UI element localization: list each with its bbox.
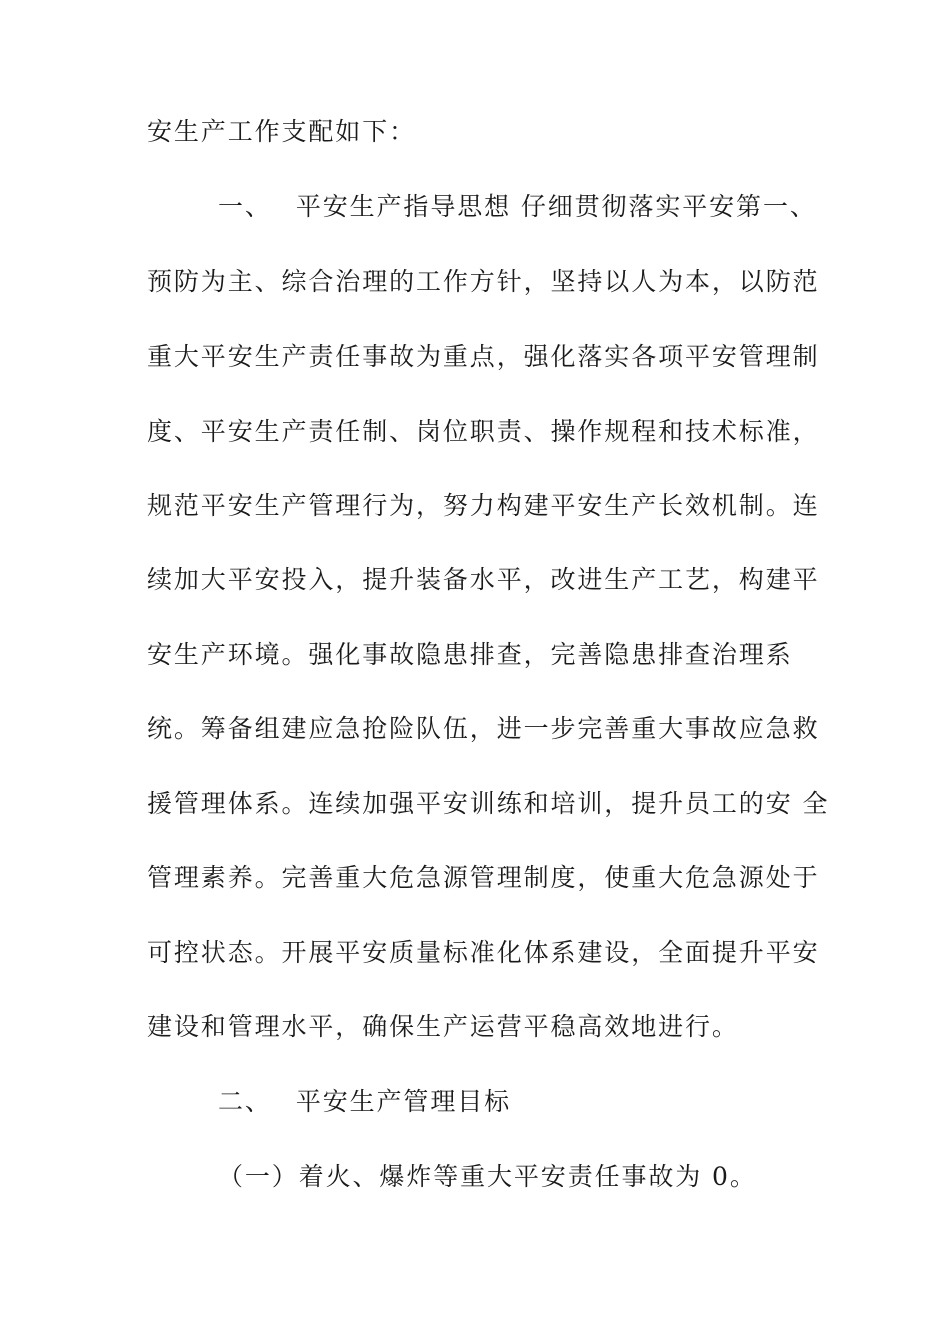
text-line: 统。筹备组建应急抢险队伍，进一步完善重大事故应急救 [147,714,820,743]
section-number: 二、 [218,1087,272,1116]
section-heading-2 [218,1086,511,1118]
text-line: 可控状态。开展平安质量标准化体系建设，全面提升平安 [147,938,820,967]
text-line: 重大平安生产责任事故为重点，强化落实各项平安管理制 [147,342,820,371]
section-number: 一、 [218,192,272,221]
text-line: 安生产工作支配如下： [147,117,417,146]
text-line: 安生产环境。强化事故隐患排查，完善隐患排查治理系 [147,640,793,669]
section-heading-text: 平安生产管理目标 [295,1087,512,1116]
text-line: 建设和管理水平，确保生产运营平稳高效地进行。 [147,1012,739,1041]
text-line: 援管理体系。连续加强平安训练和培训，提升员工的安 全 [147,789,830,818]
list-item-1: （一）着火、爆炸等重大平安责任事故为 0。 [218,1162,757,1191]
section-heading-1 [218,191,817,223]
text-line: 度、平安生产责任制、岗位职责、操作规程和技术标准， [147,417,820,446]
text-line: 预防为主、综合治理的工作方针，坚持以人为本，以防范 [147,267,820,296]
text-line: 续加大平安投入，提升装备水平，改进生产工艺，构建平 [147,565,820,594]
section-heading-text: 平安生产指导思想 仔细贯彻落实平安第一、 [295,192,817,221]
text-line: 规范平安生产管理行为，努力构建平安生产长效机制。连 [147,491,820,520]
text-line: 管理素养。完善重大危急源管理制度，使重大危急源处于 [147,863,820,892]
